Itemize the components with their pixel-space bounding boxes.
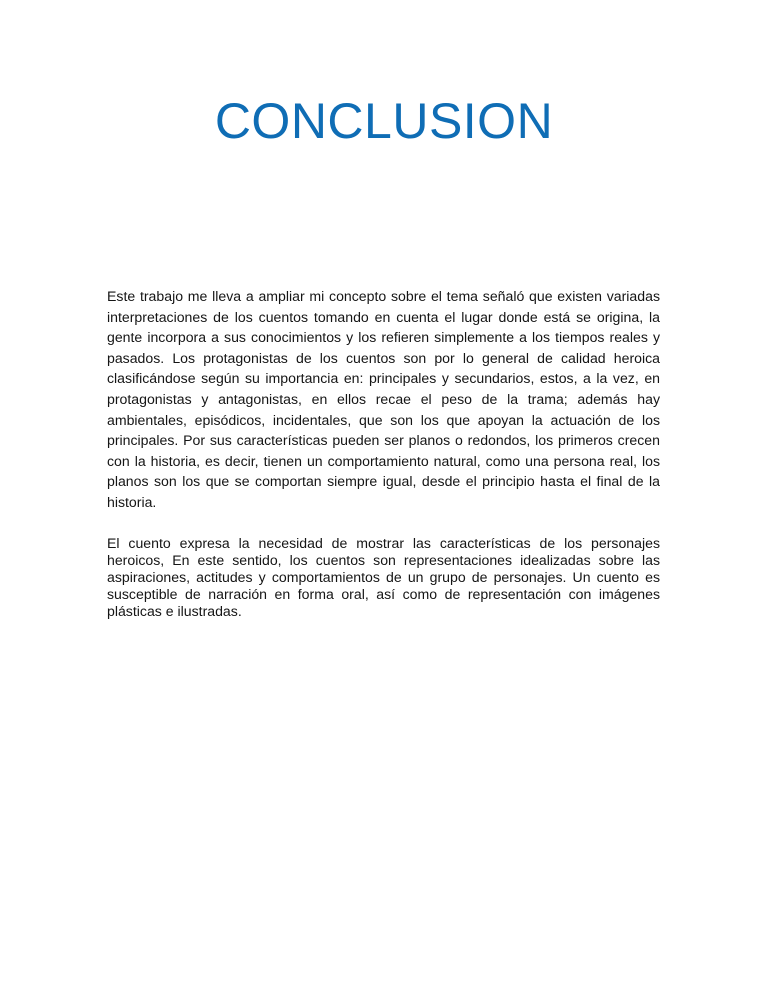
page-title: CONCLUSION: [214, 93, 554, 149]
body-paragraph-1: Este trabajo me lleva a ampliar mi concepto sobre el tema señaló que existen variadas interpretaciones de los cuentos tomando en cuenta el lugar donde está se origina, la gente incorpora a sus conocimientos y los refieren simplemente a los tiempos reales y pasados. Los protagonistas de los cuentos son por lo general de calidad heroica clasificándose según su importancia en: principales y secundarios, estos, a la vez, en protagonistas y antagonistas, en ellos recae el peso de la trama; además hay ambientales, episódicos, incidentales, que son los que apoyan la actuación de los principales. Por sus características pueden ser planos o redondos, los primeros crecen con la historia, es decir, tienen un comportamiento natural, como una persona real, los planos son los que se comportan siempre igual, desde el principio hasta el final de la historia.: [107, 288, 660, 510]
body-paragraph-2: El cuento expresa la necesidad de mostrar las características de los personajes heroicos, En este sentido, los cuentos son representaciones idealizadas sobre las aspiraciones, actitudes y comportamientos de un grupo de personajes. Un cuento es susceptible de narración en forma oral, así como de representación con imágenes plásticas e ilustradas.: [107, 535, 660, 619]
